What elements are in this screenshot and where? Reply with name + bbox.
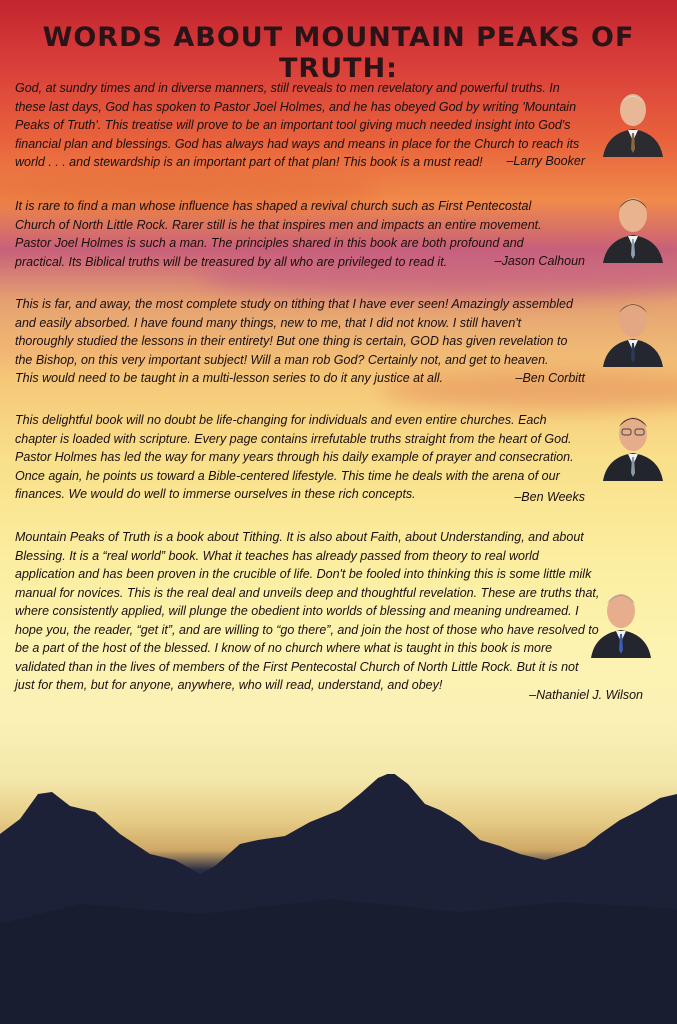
testimonial-booker [15, 79, 665, 179]
page-title: WORDS ABOUT MOUNTAIN PEAKS OF TRUTH: [42, 22, 635, 84]
testimonial-corbitt [15, 295, 665, 395]
testimonial-author: –Ben Weeks [514, 490, 585, 504]
testimonial-quote: This is far, and away, the most complete study on tithing that I have ever seen! Amazingly assembled and easily absorbed. I have found many things, new to me, that I did not know. I still haven't thoroughly studied the lessons in their entirety! But one thing is certain, GOD has given revelation to the Bishop, on this very important subject! Will a man rob God? Certainly not, and get to heaven. This would need to be taught in a multi-lesson series to do it any justice at all. [15, 297, 573, 385]
portrait-ben-corbitt [601, 293, 665, 367]
testimonial-author: –Larry Booker [506, 154, 585, 168]
portrait-ben-weeks [601, 407, 665, 481]
testimonial-quote: Mountain Peaks of Truth is a book about Tithing. It is also about Faith, about Understanding, and about Blessing. It is a “real world” book. What it teaches has already passed from theory to real world application and has been proven in the crucible of life. Don't be fooled into thinking this is some little milk manual for novices. This is the real deal and unveils deep and thoughtful revelation. These are truths that, where consistently applied, will plunge the obedient into worlds of blessing and meaning undreamed. I hope you, the reader, “get it”, and are willing to “go there”, and join the host of those who have resolved to be a part of the host of the blessed. I know of no church where what is taught in this book is more validated than in the lives of members of the First Pentecostal Church of North Little Rock. But it is not just for them, but for anyone, anywhere, who will read, understand, and obey! [15, 530, 600, 692]
mountain-silhouette [0, 774, 677, 1024]
testimonial-author: –Jason Calhoun [494, 254, 585, 268]
portrait-larry-booker [601, 83, 665, 157]
portrait-nathaniel-wilson [589, 584, 653, 658]
testimonial-author: –Nathaniel J. Wilson [529, 688, 643, 702]
testimonial-wilson [15, 528, 665, 708]
testimonial-calhoun [15, 197, 665, 277]
testimonial-quote: God, at sundry times and in diverse manners, still reveals to men revelatory and powerful truths. In these last days, God has spoken to Pastor Joel Holmes, and he has obeyed God by writing 'Mountain Peaks of Truth'. This treatise will prove to be an important tool giving much needed insight into God's financial plan and blessings. God has always had ways and means in place for the Church to reach its world . . . and stewardship is an important part of that plan! This book is a must read! [15, 81, 580, 169]
testimonial-quote: This delightful book will no doubt be life-changing for individuals and even entire churches. Each chapter is loaded with scripture. Every page contains irrefutable truths straight from the heart of God. Pastor Holmes has led the way for many years through his daily example of prayer and consecration. Once again, he points us toward a Bible-centered lifestyle. This time he deals with the arena of our finances. We would do well to immerse ourselves in these rich concepts. [15, 413, 574, 501]
testimonial-quote: It is rare to find a man whose influence has shaped a revival church such as First Pentecostal Church of North Little Rock. Rarer still is he that inspires men and impacts an entire movement. Pastor Joel Holmes is such a man. The principles shared in this book are both profound and practical. Its Biblical truths will be treasured by all who are privileged to read it. [15, 199, 542, 269]
portrait-jason-calhoun [601, 189, 665, 263]
testimonial-weeks [15, 411, 665, 511]
testimonial-author: –Ben Corbitt [515, 371, 585, 385]
